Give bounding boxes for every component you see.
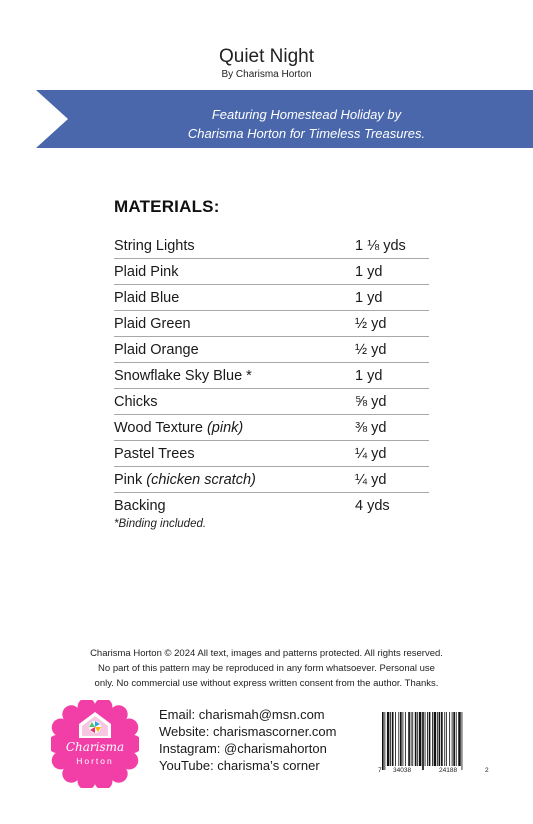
table-row bbox=[114, 363, 429, 389]
material-name: Plaid Pink bbox=[114, 264, 179, 280]
contact-info bbox=[159, 706, 337, 774]
table-row bbox=[114, 415, 429, 441]
page-title: Quiet Night bbox=[218, 46, 315, 67]
material-name: Pastel Trees bbox=[114, 446, 195, 462]
material-name: Chicks bbox=[114, 394, 158, 410]
material-amount: ¼ yd bbox=[355, 446, 387, 462]
material-name: Snowflake Sky Blue * bbox=[114, 368, 252, 384]
contact-website: Website: charismascorner.com bbox=[159, 724, 337, 739]
table-row bbox=[114, 337, 429, 363]
barcode-digit: 34038 bbox=[393, 767, 412, 774]
material-amount: 1 yd bbox=[355, 290, 383, 306]
table-row bbox=[114, 441, 429, 467]
material-amount: 1 yd bbox=[355, 264, 383, 280]
upc-barcode bbox=[378, 712, 490, 774]
material-name: Pink (chicken scratch) bbox=[114, 472, 256, 488]
copyright-line: No part of this pattern may be reproduced in any form whatsoever. Personal use bbox=[98, 663, 435, 674]
byline: By Charisma Horton bbox=[221, 69, 312, 80]
table-row bbox=[114, 467, 429, 493]
material-amount: ¼ yd bbox=[355, 472, 387, 488]
banner-line-2: Charisma Horton for Timeless Treasures. bbox=[187, 126, 426, 141]
material-name: String Lights bbox=[114, 238, 195, 254]
barcode-digit: 7 bbox=[378, 767, 382, 774]
material-name: Plaid Orange bbox=[114, 342, 199, 358]
banner-line-1: Featuring Homestead Holiday by bbox=[211, 107, 402, 122]
copyright-line: only. No commercial use without express written consent from the author. Thanks. bbox=[94, 678, 439, 689]
binding-footnote: *Binding included. bbox=[114, 518, 207, 530]
material-name: Wood Texture (pink) bbox=[114, 420, 244, 436]
material-amount: 1 yd bbox=[355, 368, 383, 384]
material-amount: ½ yd bbox=[355, 342, 387, 358]
material-name: Plaid Blue bbox=[114, 290, 180, 306]
material-note: (pink) bbox=[206, 420, 244, 436]
logo-surname: Horton bbox=[76, 756, 114, 766]
table-row bbox=[114, 311, 429, 337]
barcode-digit: 24188 bbox=[439, 767, 458, 774]
table-row bbox=[114, 259, 429, 285]
material-amount: ⅜ yd bbox=[355, 420, 387, 436]
material-amount: ⅝ yd bbox=[355, 394, 387, 410]
contact-youtube: YouTube: charisma’s corner bbox=[159, 758, 320, 773]
table-row bbox=[114, 493, 429, 519]
contact-instagram: Instagram: @charismahorton bbox=[159, 741, 327, 756]
materials-table bbox=[114, 233, 429, 519]
material-amount: 4 yds bbox=[355, 498, 390, 514]
material-amount: 1 ⅛ yds bbox=[355, 238, 406, 254]
material-name: Backing bbox=[114, 498, 166, 514]
contact-email: Email: charismah@msn.com bbox=[159, 707, 325, 722]
barcode-digit: 2 bbox=[485, 767, 489, 774]
table-row bbox=[114, 233, 429, 259]
material-name: Plaid Green bbox=[114, 316, 191, 332]
logo-name: Charisma bbox=[65, 740, 125, 754]
table-row bbox=[114, 285, 429, 311]
banner bbox=[0, 90, 533, 160]
copyright-notice bbox=[60, 646, 473, 691]
table-row bbox=[114, 389, 429, 415]
materials-heading: MATERIALS: bbox=[114, 197, 220, 216]
copyright-line: Charisma Horton © 2024 All text, images and patterns protected. All rights reserved. bbox=[90, 648, 443, 659]
material-note: (chicken scratch) bbox=[146, 472, 256, 488]
material-amount: ½ yd bbox=[355, 316, 387, 332]
